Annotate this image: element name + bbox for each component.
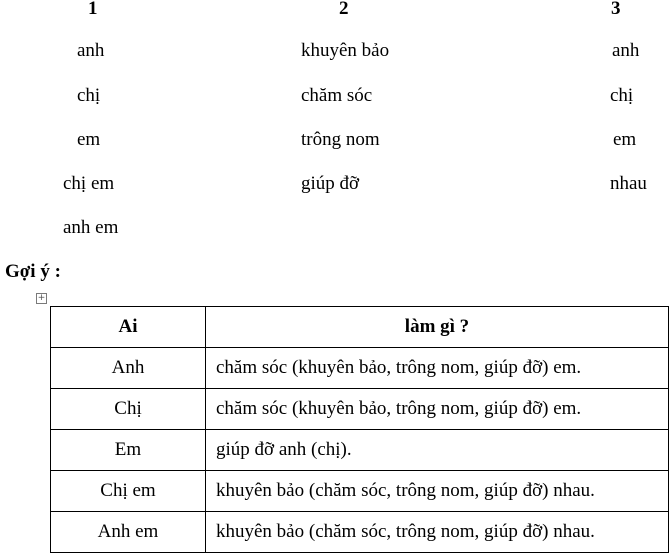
table-row bbox=[51, 430, 669, 471]
col3-word: chị bbox=[610, 85, 634, 106]
col2-word: trông nom bbox=[301, 129, 380, 150]
header-cell-who: Ai bbox=[51, 307, 206, 348]
table-cell-what: khuyên bảo (chăm sóc, trông nom, giúp đỡ) nhau. bbox=[206, 512, 669, 553]
col1-word: chị bbox=[77, 85, 101, 106]
table-row bbox=[51, 471, 669, 512]
table-header-row bbox=[51, 307, 669, 348]
table-cell-what: chăm sóc (khuyên bảo, trông nom, giúp đỡ) em. bbox=[206, 389, 669, 430]
col3-word: em bbox=[613, 129, 637, 150]
header-cell-what: làm gì ? bbox=[206, 307, 669, 348]
table-row bbox=[51, 389, 669, 430]
table-cell-who: Anh bbox=[51, 348, 206, 389]
table-cell-who: Em bbox=[51, 430, 206, 471]
col2-word: giúp đỡ bbox=[301, 173, 360, 194]
answer-table bbox=[50, 306, 669, 553]
col2-word: chăm sóc bbox=[301, 85, 373, 106]
table-cell-what: khuyên bảo (chăm sóc, trông nom, giúp đỡ) nhau. bbox=[206, 471, 669, 512]
column-header-1: 1 bbox=[88, 0, 98, 19]
col3-word: nhau bbox=[610, 173, 647, 194]
table-cell-who: Chị bbox=[51, 389, 206, 430]
col1-word: chị em bbox=[63, 173, 115, 194]
col1-word: anh em bbox=[63, 217, 119, 238]
col3-word: anh bbox=[612, 40, 640, 61]
move-handle-icon[interactable]: + bbox=[37, 293, 46, 303]
hint-label: Gợi ý : bbox=[5, 261, 61, 282]
table-cell-who: Chị em bbox=[51, 471, 206, 512]
column-header-2: 2 bbox=[339, 0, 349, 19]
column-header-3: 3 bbox=[611, 0, 621, 19]
table-cell-who: Anh em bbox=[51, 512, 206, 553]
col1-word: anh bbox=[77, 40, 105, 61]
table-cell-what: giúp đỡ anh (chị). bbox=[206, 430, 669, 471]
table-row bbox=[51, 512, 669, 553]
table-row bbox=[51, 348, 669, 389]
table-cell-what: chăm sóc (khuyên bảo, trông nom, giúp đỡ) em. bbox=[206, 348, 669, 389]
col1-word: em bbox=[77, 129, 101, 150]
col2-word: khuyên bảo bbox=[301, 40, 390, 61]
